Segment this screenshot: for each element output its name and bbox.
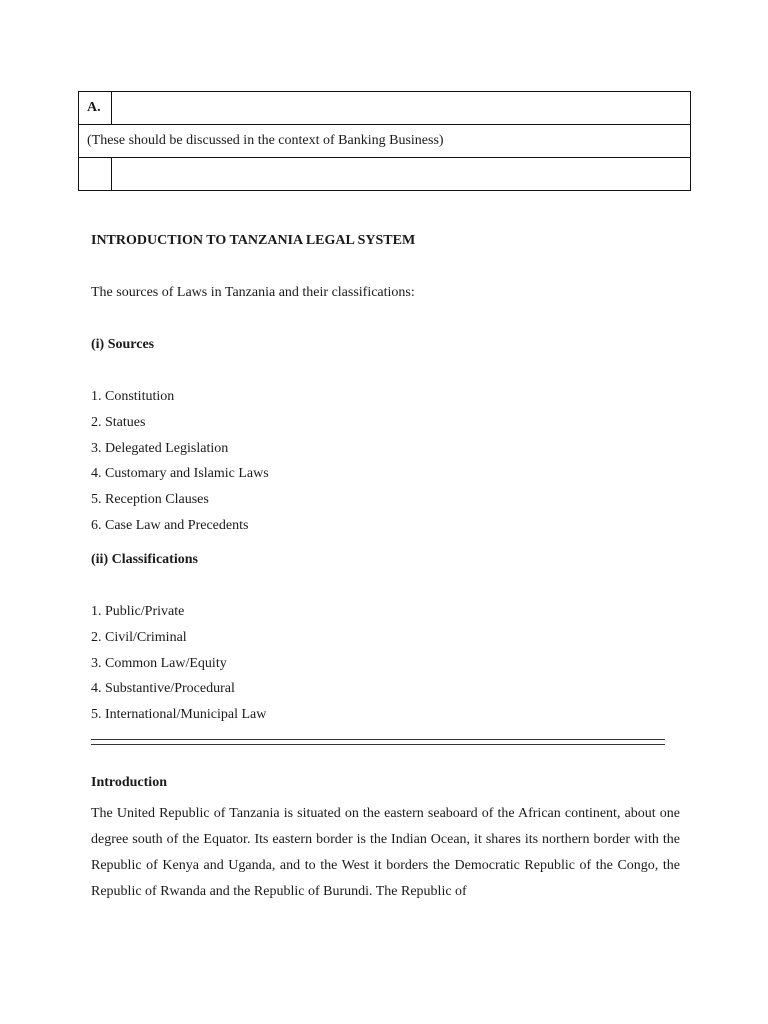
classifications-heading: (ii) Classifications (91, 552, 198, 567)
list-item: 3. Common Law/Equity (91, 655, 227, 671)
list-item: 6. Case Law and Precedents (91, 517, 249, 533)
sources-heading: (i) Sources (91, 337, 155, 352)
double-line-separator (91, 739, 665, 745)
table-cell-empty (112, 92, 691, 125)
sources-list (91, 388, 269, 543)
list-item: 1. Constitution (91, 389, 175, 404)
table-cell-note: (These should be discussed in the context of Banking Business) (79, 125, 691, 158)
table-cell-label: A. (79, 92, 112, 125)
introduction-heading: Introduction (91, 775, 167, 790)
list-item: 4. Customary and Islamic Laws (91, 466, 269, 482)
list-item: 1. Public/Private (91, 604, 185, 619)
introduction-paragraph: The United Republic of Tanzania is situated on the eastern seaboard of the African continent, about one degree south of the Equator. Its eastern border is the Indian Ocean, it shares its northern border with the Republic of Kenya and Uganda, and to the West it borders the Democratic Republic of the Congo, the Republic of Rwanda and the Republic of Burundi. The Republic of (91, 806, 680, 899)
list-item: 5. International/Municipal Law (91, 707, 267, 723)
list-item: 2. Civil/Criminal (91, 629, 187, 645)
list-item: 5. Reception Clauses (91, 492, 209, 508)
classifications-list (91, 603, 266, 732)
table-row (79, 158, 691, 191)
list-item: 2. Statues (91, 414, 146, 430)
intro-line: The sources of Laws in Tanzania and their classifications: (91, 285, 415, 300)
list-item: 3. Delegated Legislation (91, 440, 229, 456)
list-item: 4. Substantive/Procedural (91, 681, 235, 697)
table-cell-empty (112, 158, 691, 191)
table-row (79, 92, 691, 125)
document-title: INTRODUCTION TO TANZANIA LEGAL SYSTEM (91, 233, 416, 248)
header-table (78, 91, 691, 191)
table-cell-empty (79, 158, 112, 191)
table-row (79, 125, 691, 158)
